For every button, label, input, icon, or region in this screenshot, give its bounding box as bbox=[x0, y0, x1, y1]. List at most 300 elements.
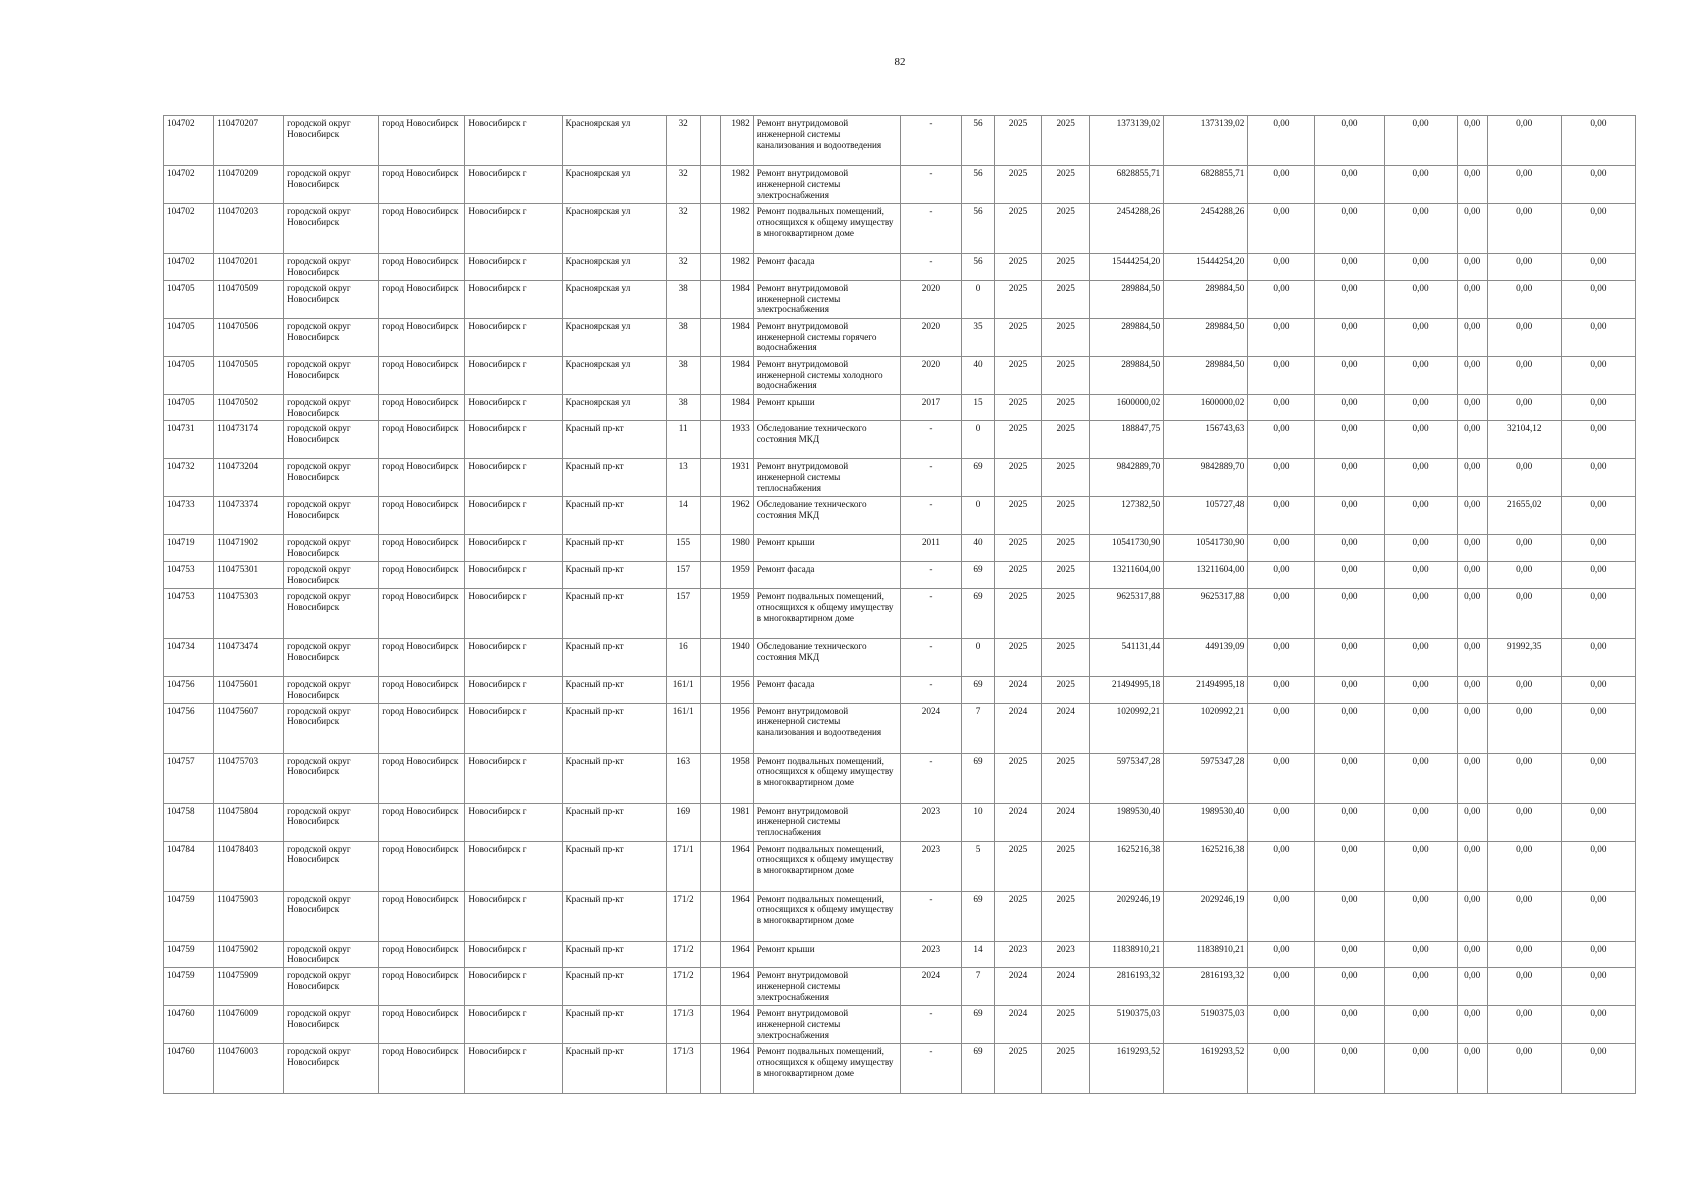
regional-fund-cell: 10541730,90 bbox=[1164, 535, 1248, 562]
total-cost-cell: 15444254,20 bbox=[1090, 254, 1164, 281]
municipality-cell: город Новосибирск bbox=[379, 254, 465, 281]
table-row bbox=[164, 638, 1636, 676]
municipal-district-cell: городской округ Новосибирск bbox=[284, 703, 379, 753]
federal-fund-cell: 0,00 bbox=[1248, 535, 1315, 562]
work-type-cell: Ремонт фасада bbox=[753, 562, 900, 589]
municipality-cell: город Новосибирск bbox=[379, 459, 465, 497]
subject-budget-cell: 0,00 bbox=[1315, 562, 1384, 589]
start-year-cell: 2024 bbox=[995, 676, 1042, 703]
regional-fund-cell: 449139,09 bbox=[1164, 638, 1248, 676]
work-type-cell: Ремонт внутридомовой инженерной системы теплоснабжения bbox=[753, 459, 900, 497]
record-id-cell: 104753 bbox=[164, 562, 214, 589]
settlement-cell: Новосибирск г bbox=[465, 968, 562, 1006]
house-number-cell: 157 bbox=[666, 588, 700, 638]
start-year-cell: 2024 bbox=[995, 1006, 1042, 1044]
build-year-cell: 1956 bbox=[720, 703, 753, 753]
federal-fund-cell: 0,00 bbox=[1248, 588, 1315, 638]
build-year-cell: 1962 bbox=[720, 497, 753, 535]
table-row bbox=[164, 968, 1636, 1006]
subject-budget-cell: 0,00 bbox=[1315, 204, 1384, 254]
local-budget-cell: 0,00 bbox=[1384, 588, 1457, 638]
owners-funds-cell: 0,00 bbox=[1487, 280, 1561, 318]
other-source-cell: 0,00 bbox=[1457, 753, 1487, 803]
house-number-cell: 171/3 bbox=[666, 1006, 700, 1044]
owners-funds-cell: 0,00 bbox=[1487, 459, 1561, 497]
owners-funds-cell: 0,00 bbox=[1487, 588, 1561, 638]
total-cost-cell: 1600000,02 bbox=[1090, 394, 1164, 421]
build-year-cell: 1964 bbox=[720, 841, 753, 891]
table-row bbox=[164, 459, 1636, 497]
owners-funds-cell: 21655,02 bbox=[1487, 497, 1561, 535]
municipality-cell: город Новосибирск bbox=[379, 803, 465, 841]
other-source-cell: 0,00 bbox=[1457, 638, 1487, 676]
settlement-cell: Новосибирск г bbox=[465, 204, 562, 254]
local-budget-cell: 0,00 bbox=[1384, 394, 1457, 421]
settlement-cell: Новосибирск г bbox=[465, 562, 562, 589]
total-cost-cell: 289884,50 bbox=[1090, 318, 1164, 356]
street-cell: Красный пр-кт bbox=[562, 941, 666, 968]
work-code-cell: 110475301 bbox=[214, 562, 284, 589]
last-repair-year-cell: - bbox=[900, 1044, 961, 1094]
municipality-cell: город Новосибирск bbox=[379, 562, 465, 589]
street-cell: Красный пр-кт bbox=[562, 459, 666, 497]
street-cell: Красный пр-кт bbox=[562, 497, 666, 535]
regional-fund-cell: 105727,48 bbox=[1164, 497, 1248, 535]
other-source-cell: 0,00 bbox=[1457, 356, 1487, 394]
municipal-district-cell: городской округ Новосибирск bbox=[284, 254, 379, 281]
owners-funds-cell: 0,00 bbox=[1487, 703, 1561, 753]
local-budget-cell: 0,00 bbox=[1384, 421, 1457, 459]
total-cost-cell: 10541730,90 bbox=[1090, 535, 1164, 562]
start-year-cell: 2025 bbox=[995, 588, 1042, 638]
total-cost-cell: 2454288,26 bbox=[1090, 204, 1164, 254]
house-letter-cell bbox=[700, 968, 720, 1006]
municipal-district-cell: городской округ Новосибирск bbox=[284, 116, 379, 166]
subject-budget-cell: 0,00 bbox=[1315, 841, 1384, 891]
street-cell: Красный пр-кт bbox=[562, 841, 666, 891]
table-row bbox=[164, 1044, 1636, 1094]
work-type-cell: Обследование технического состояния МКД bbox=[753, 638, 900, 676]
street-cell: Красноярская ул bbox=[562, 280, 666, 318]
municipality-cell: город Новосибирск bbox=[379, 535, 465, 562]
total-cost-cell: 1619293,52 bbox=[1090, 1044, 1164, 1094]
table-row bbox=[164, 421, 1636, 459]
work-type-cell: Ремонт крыши bbox=[753, 394, 900, 421]
build-year-cell: 1940 bbox=[720, 638, 753, 676]
house-number-cell: 38 bbox=[666, 280, 700, 318]
house-letter-cell bbox=[700, 535, 720, 562]
subject-budget-cell: 0,00 bbox=[1315, 356, 1384, 394]
work-type-cell: Ремонт внутридомовой инженерной системы электроснабжения bbox=[753, 968, 900, 1006]
start-year-cell: 2025 bbox=[995, 459, 1042, 497]
street-cell: Красный пр-кт bbox=[562, 703, 666, 753]
end-year-cell: 2025 bbox=[1042, 116, 1090, 166]
owners-funds-cell: 0,00 bbox=[1487, 676, 1561, 703]
last-repair-year-cell: 2023 bbox=[900, 841, 961, 891]
start-year-cell: 2025 bbox=[995, 753, 1042, 803]
municipal-district-cell: городской округ Новосибирск bbox=[284, 1006, 379, 1044]
build-year-cell: 1964 bbox=[720, 968, 753, 1006]
end-year-cell: 2025 bbox=[1042, 841, 1090, 891]
house-letter-cell bbox=[700, 1044, 720, 1094]
settlement-cell: Новосибирск г bbox=[465, 1006, 562, 1044]
record-id-cell: 104705 bbox=[164, 318, 214, 356]
table-row bbox=[164, 1006, 1636, 1044]
last-repair-year-cell: - bbox=[900, 421, 961, 459]
municipal-district-cell: городской округ Новосибирск bbox=[284, 497, 379, 535]
wear-percent-cell: 69 bbox=[962, 1006, 995, 1044]
settlement-cell: Новосибирск г bbox=[465, 841, 562, 891]
reserve-cell: 0,00 bbox=[1561, 254, 1635, 281]
regional-fund-cell: 289884,50 bbox=[1164, 280, 1248, 318]
settlement-cell: Новосибирск г bbox=[465, 116, 562, 166]
record-id-cell: 104756 bbox=[164, 676, 214, 703]
local-budget-cell: 0,00 bbox=[1384, 803, 1457, 841]
wear-percent-cell: 69 bbox=[962, 753, 995, 803]
reserve-cell: 0,00 bbox=[1561, 116, 1635, 166]
federal-fund-cell: 0,00 bbox=[1248, 841, 1315, 891]
settlement-cell: Новосибирск г bbox=[465, 421, 562, 459]
regional-fund-cell: 15444254,20 bbox=[1164, 254, 1248, 281]
regional-fund-cell: 1020992,21 bbox=[1164, 703, 1248, 753]
build-year-cell: 1933 bbox=[720, 421, 753, 459]
last-repair-year-cell: 2011 bbox=[900, 535, 961, 562]
table-row bbox=[164, 941, 1636, 968]
municipality-cell: город Новосибирск bbox=[379, 497, 465, 535]
last-repair-year-cell: - bbox=[900, 638, 961, 676]
settlement-cell: Новосибирск г bbox=[465, 459, 562, 497]
work-code-cell: 110475804 bbox=[214, 803, 284, 841]
build-year-cell: 1956 bbox=[720, 676, 753, 703]
wear-percent-cell: 0 bbox=[962, 421, 995, 459]
federal-fund-cell: 0,00 bbox=[1248, 459, 1315, 497]
owners-funds-cell: 0,00 bbox=[1487, 254, 1561, 281]
street-cell: Красный пр-кт bbox=[562, 753, 666, 803]
record-id-cell: 104753 bbox=[164, 588, 214, 638]
house-number-cell: 13 bbox=[666, 459, 700, 497]
total-cost-cell: 289884,50 bbox=[1090, 356, 1164, 394]
work-code-cell: 110475902 bbox=[214, 941, 284, 968]
regional-fund-cell: 21494995,18 bbox=[1164, 676, 1248, 703]
wear-percent-cell: 69 bbox=[962, 459, 995, 497]
owners-funds-cell: 0,00 bbox=[1487, 394, 1561, 421]
wear-percent-cell: 10 bbox=[962, 803, 995, 841]
other-source-cell: 0,00 bbox=[1457, 497, 1487, 535]
table-row bbox=[164, 356, 1636, 394]
wear-percent-cell: 0 bbox=[962, 280, 995, 318]
end-year-cell: 2024 bbox=[1042, 803, 1090, 841]
local-budget-cell: 0,00 bbox=[1384, 356, 1457, 394]
municipality-cell: город Новосибирск bbox=[379, 1006, 465, 1044]
end-year-cell: 2023 bbox=[1042, 941, 1090, 968]
regional-fund-cell: 1619293,52 bbox=[1164, 1044, 1248, 1094]
last-repair-year-cell: 2023 bbox=[900, 941, 961, 968]
municipality-cell: город Новосибирск bbox=[379, 638, 465, 676]
settlement-cell: Новосибирск г bbox=[465, 356, 562, 394]
subject-budget-cell: 0,00 bbox=[1315, 676, 1384, 703]
owners-funds-cell: 0,00 bbox=[1487, 116, 1561, 166]
work-type-cell: Ремонт внутридомовой инженерной системы электроснабжения bbox=[753, 1006, 900, 1044]
record-id-cell: 104705 bbox=[164, 394, 214, 421]
last-repair-year-cell: 2024 bbox=[900, 968, 961, 1006]
last-repair-year-cell: - bbox=[900, 459, 961, 497]
regional-fund-cell: 11838910,21 bbox=[1164, 941, 1248, 968]
federal-fund-cell: 0,00 bbox=[1248, 638, 1315, 676]
house-number-cell: 16 bbox=[666, 638, 700, 676]
record-id-cell: 104719 bbox=[164, 535, 214, 562]
total-cost-cell: 1020992,21 bbox=[1090, 703, 1164, 753]
table-row bbox=[164, 588, 1636, 638]
last-repair-year-cell: 2017 bbox=[900, 394, 961, 421]
work-code-cell: 110470203 bbox=[214, 204, 284, 254]
settlement-cell: Новосибирск г bbox=[465, 318, 562, 356]
federal-fund-cell: 0,00 bbox=[1248, 891, 1315, 941]
local-budget-cell: 0,00 bbox=[1384, 204, 1457, 254]
last-repair-year-cell: 2024 bbox=[900, 703, 961, 753]
start-year-cell: 2025 bbox=[995, 116, 1042, 166]
build-year-cell: 1982 bbox=[720, 116, 753, 166]
total-cost-cell: 5975347,28 bbox=[1090, 753, 1164, 803]
work-code-cell: 110473174 bbox=[214, 421, 284, 459]
work-type-cell: Ремонт внутридомовой инженерной системы теплоснабжения bbox=[753, 803, 900, 841]
reserve-cell: 0,00 bbox=[1561, 753, 1635, 803]
owners-funds-cell: 0,00 bbox=[1487, 318, 1561, 356]
build-year-cell: 1984 bbox=[720, 394, 753, 421]
work-type-cell: Ремонт внутридомовой инженерной системы горячего водоснабжения bbox=[753, 318, 900, 356]
other-source-cell: 0,00 bbox=[1457, 254, 1487, 281]
subject-budget-cell: 0,00 bbox=[1315, 1006, 1384, 1044]
table-row bbox=[164, 753, 1636, 803]
federal-fund-cell: 0,00 bbox=[1248, 280, 1315, 318]
work-type-cell: Ремонт фасада bbox=[753, 676, 900, 703]
last-repair-year-cell: - bbox=[900, 562, 961, 589]
street-cell: Красный пр-кт bbox=[562, 421, 666, 459]
wear-percent-cell: 69 bbox=[962, 562, 995, 589]
house-number-cell: 157 bbox=[666, 562, 700, 589]
subject-budget-cell: 0,00 bbox=[1315, 421, 1384, 459]
municipal-district-cell: городской округ Новосибирск bbox=[284, 394, 379, 421]
federal-fund-cell: 0,00 bbox=[1248, 356, 1315, 394]
federal-fund-cell: 0,00 bbox=[1248, 562, 1315, 589]
house-letter-cell bbox=[700, 280, 720, 318]
other-source-cell: 0,00 bbox=[1457, 941, 1487, 968]
street-cell: Красный пр-кт bbox=[562, 1044, 666, 1094]
subject-budget-cell: 0,00 bbox=[1315, 753, 1384, 803]
end-year-cell: 2025 bbox=[1042, 638, 1090, 676]
build-year-cell: 1964 bbox=[720, 1006, 753, 1044]
subject-budget-cell: 0,00 bbox=[1315, 166, 1384, 204]
record-id-cell: 104702 bbox=[164, 166, 214, 204]
settlement-cell: Новосибирск г bbox=[465, 891, 562, 941]
start-year-cell: 2024 bbox=[995, 703, 1042, 753]
local-budget-cell: 0,00 bbox=[1384, 1006, 1457, 1044]
owners-funds-cell: 0,00 bbox=[1487, 1006, 1561, 1044]
municipality-cell: город Новосибирск bbox=[379, 676, 465, 703]
build-year-cell: 1982 bbox=[720, 166, 753, 204]
end-year-cell: 2025 bbox=[1042, 421, 1090, 459]
end-year-cell: 2025 bbox=[1042, 676, 1090, 703]
work-type-cell: Ремонт внутридомовой инженерной системы электроснабжения bbox=[753, 166, 900, 204]
work-type-cell: Обследование технического состояния МКД bbox=[753, 497, 900, 535]
federal-fund-cell: 0,00 bbox=[1248, 394, 1315, 421]
municipal-district-cell: городской округ Новосибирск bbox=[284, 968, 379, 1006]
reserve-cell: 0,00 bbox=[1561, 535, 1635, 562]
municipality-cell: город Новосибирск bbox=[379, 116, 465, 166]
table-row bbox=[164, 254, 1636, 281]
street-cell: Красноярская ул bbox=[562, 318, 666, 356]
regional-fund-cell: 2816193,32 bbox=[1164, 968, 1248, 1006]
work-type-cell: Ремонт подвальных помещений, относящихся к общему имуществу в многоквартирном доме bbox=[753, 204, 900, 254]
record-id-cell: 104731 bbox=[164, 421, 214, 459]
municipal-district-cell: городской округ Новосибирск bbox=[284, 421, 379, 459]
street-cell: Красноярская ул bbox=[562, 356, 666, 394]
table-row bbox=[164, 318, 1636, 356]
house-number-cell: 38 bbox=[666, 318, 700, 356]
street-cell: Красный пр-кт bbox=[562, 588, 666, 638]
regional-fund-cell: 6828855,71 bbox=[1164, 166, 1248, 204]
local-budget-cell: 0,00 bbox=[1384, 753, 1457, 803]
reserve-cell: 0,00 bbox=[1561, 638, 1635, 676]
house-number-cell: 155 bbox=[666, 535, 700, 562]
build-year-cell: 1982 bbox=[720, 254, 753, 281]
owners-funds-cell: 0,00 bbox=[1487, 166, 1561, 204]
owners-funds-cell: 0,00 bbox=[1487, 968, 1561, 1006]
work-type-cell: Ремонт внутридомовой инженерной системы канализования и водоотведения bbox=[753, 703, 900, 753]
record-id-cell: 104732 bbox=[164, 459, 214, 497]
municipal-district-cell: городской округ Новосибирск bbox=[284, 676, 379, 703]
regional-fund-cell: 13211604,00 bbox=[1164, 562, 1248, 589]
municipal-district-cell: городской округ Новосибирск bbox=[284, 535, 379, 562]
owners-funds-cell: 0,00 bbox=[1487, 535, 1561, 562]
build-year-cell: 1964 bbox=[720, 891, 753, 941]
municipality-cell: город Новосибирск bbox=[379, 941, 465, 968]
house-letter-cell bbox=[700, 116, 720, 166]
start-year-cell: 2025 bbox=[995, 394, 1042, 421]
municipality-cell: город Новосибирск bbox=[379, 891, 465, 941]
work-code-cell: 110476009 bbox=[214, 1006, 284, 1044]
table-row bbox=[164, 535, 1636, 562]
end-year-cell: 2025 bbox=[1042, 394, 1090, 421]
work-code-cell: 110475903 bbox=[214, 891, 284, 941]
regional-fund-cell: 1373139,02 bbox=[1164, 116, 1248, 166]
street-cell: Красный пр-кт bbox=[562, 535, 666, 562]
wear-percent-cell: 69 bbox=[962, 1044, 995, 1094]
street-cell: Красноярская ул bbox=[562, 254, 666, 281]
municipal-district-cell: городской округ Новосибирск bbox=[284, 638, 379, 676]
house-number-cell: 171/2 bbox=[666, 968, 700, 1006]
other-source-cell: 0,00 bbox=[1457, 421, 1487, 459]
end-year-cell: 2025 bbox=[1042, 280, 1090, 318]
reserve-cell: 0,00 bbox=[1561, 497, 1635, 535]
reserve-cell: 0,00 bbox=[1561, 941, 1635, 968]
street-cell: Красноярская ул bbox=[562, 204, 666, 254]
wear-percent-cell: 0 bbox=[962, 497, 995, 535]
regional-fund-cell: 2029246,19 bbox=[1164, 891, 1248, 941]
wear-percent-cell: 40 bbox=[962, 356, 995, 394]
house-letter-cell bbox=[700, 588, 720, 638]
work-type-cell: Ремонт внутридомовой инженерной системы электроснабжения bbox=[753, 280, 900, 318]
house-letter-cell bbox=[700, 497, 720, 535]
wear-percent-cell: 40 bbox=[962, 535, 995, 562]
municipal-district-cell: городской округ Новосибирск bbox=[284, 803, 379, 841]
regional-fund-cell: 5190375,03 bbox=[1164, 1006, 1248, 1044]
owners-funds-cell: 0,00 bbox=[1487, 941, 1561, 968]
reserve-cell: 0,00 bbox=[1561, 318, 1635, 356]
house-number-cell: 171/2 bbox=[666, 891, 700, 941]
other-source-cell: 0,00 bbox=[1457, 891, 1487, 941]
wear-percent-cell: 56 bbox=[962, 116, 995, 166]
street-cell: Красный пр-кт bbox=[562, 1006, 666, 1044]
house-letter-cell bbox=[700, 638, 720, 676]
work-type-cell: Ремонт крыши bbox=[753, 535, 900, 562]
work-code-cell: 110476003 bbox=[214, 1044, 284, 1094]
build-year-cell: 1959 bbox=[720, 562, 753, 589]
build-year-cell: 1982 bbox=[720, 204, 753, 254]
wear-percent-cell: 56 bbox=[962, 254, 995, 281]
municipal-district-cell: городской округ Новосибирск bbox=[284, 562, 379, 589]
federal-fund-cell: 0,00 bbox=[1248, 421, 1315, 459]
other-source-cell: 0,00 bbox=[1457, 703, 1487, 753]
total-cost-cell: 2816193,32 bbox=[1090, 968, 1164, 1006]
reserve-cell: 0,00 bbox=[1561, 166, 1635, 204]
record-id-cell: 104760 bbox=[164, 1006, 214, 1044]
local-budget-cell: 0,00 bbox=[1384, 562, 1457, 589]
house-letter-cell bbox=[700, 841, 720, 891]
municipal-district-cell: городской округ Новосибирск bbox=[284, 280, 379, 318]
street-cell: Красный пр-кт bbox=[562, 562, 666, 589]
reserve-cell: 0,00 bbox=[1561, 676, 1635, 703]
other-source-cell: 0,00 bbox=[1457, 588, 1487, 638]
local-budget-cell: 0,00 bbox=[1384, 280, 1457, 318]
other-source-cell: 0,00 bbox=[1457, 841, 1487, 891]
owners-funds-cell: 0,00 bbox=[1487, 753, 1561, 803]
local-budget-cell: 0,00 bbox=[1384, 968, 1457, 1006]
end-year-cell: 2025 bbox=[1042, 459, 1090, 497]
subject-budget-cell: 0,00 bbox=[1315, 891, 1384, 941]
house-letter-cell bbox=[700, 421, 720, 459]
end-year-cell: 2025 bbox=[1042, 1044, 1090, 1094]
build-year-cell: 1958 bbox=[720, 753, 753, 803]
end-year-cell: 2025 bbox=[1042, 753, 1090, 803]
total-cost-cell: 289884,50 bbox=[1090, 280, 1164, 318]
settlement-cell: Новосибирск г bbox=[465, 1044, 562, 1094]
house-letter-cell bbox=[700, 562, 720, 589]
record-id-cell: 104757 bbox=[164, 753, 214, 803]
record-id-cell: 104705 bbox=[164, 280, 214, 318]
table-row bbox=[164, 703, 1636, 753]
settlement-cell: Новосибирск г bbox=[465, 394, 562, 421]
municipality-cell: город Новосибирск bbox=[379, 753, 465, 803]
work-type-cell: Ремонт фасада bbox=[753, 254, 900, 281]
start-year-cell: 2025 bbox=[995, 166, 1042, 204]
municipal-district-cell: городской округ Новосибирск bbox=[284, 356, 379, 394]
end-year-cell: 2025 bbox=[1042, 1006, 1090, 1044]
build-year-cell: 1984 bbox=[720, 356, 753, 394]
end-year-cell: 2025 bbox=[1042, 562, 1090, 589]
local-budget-cell: 0,00 bbox=[1384, 1044, 1457, 1094]
settlement-cell: Новосибирск г bbox=[465, 497, 562, 535]
wear-percent-cell: 7 bbox=[962, 703, 995, 753]
work-type-cell: Ремонт подвальных помещений, относящихся к общему имуществу в многоквартирном доме bbox=[753, 841, 900, 891]
house-number-cell: 171/1 bbox=[666, 841, 700, 891]
wear-percent-cell: 7 bbox=[962, 968, 995, 1006]
local-budget-cell: 0,00 bbox=[1384, 638, 1457, 676]
reserve-cell: 0,00 bbox=[1561, 968, 1635, 1006]
start-year-cell: 2025 bbox=[995, 638, 1042, 676]
start-year-cell: 2025 bbox=[995, 421, 1042, 459]
house-number-cell: 161/1 bbox=[666, 676, 700, 703]
build-year-cell: 1931 bbox=[720, 459, 753, 497]
